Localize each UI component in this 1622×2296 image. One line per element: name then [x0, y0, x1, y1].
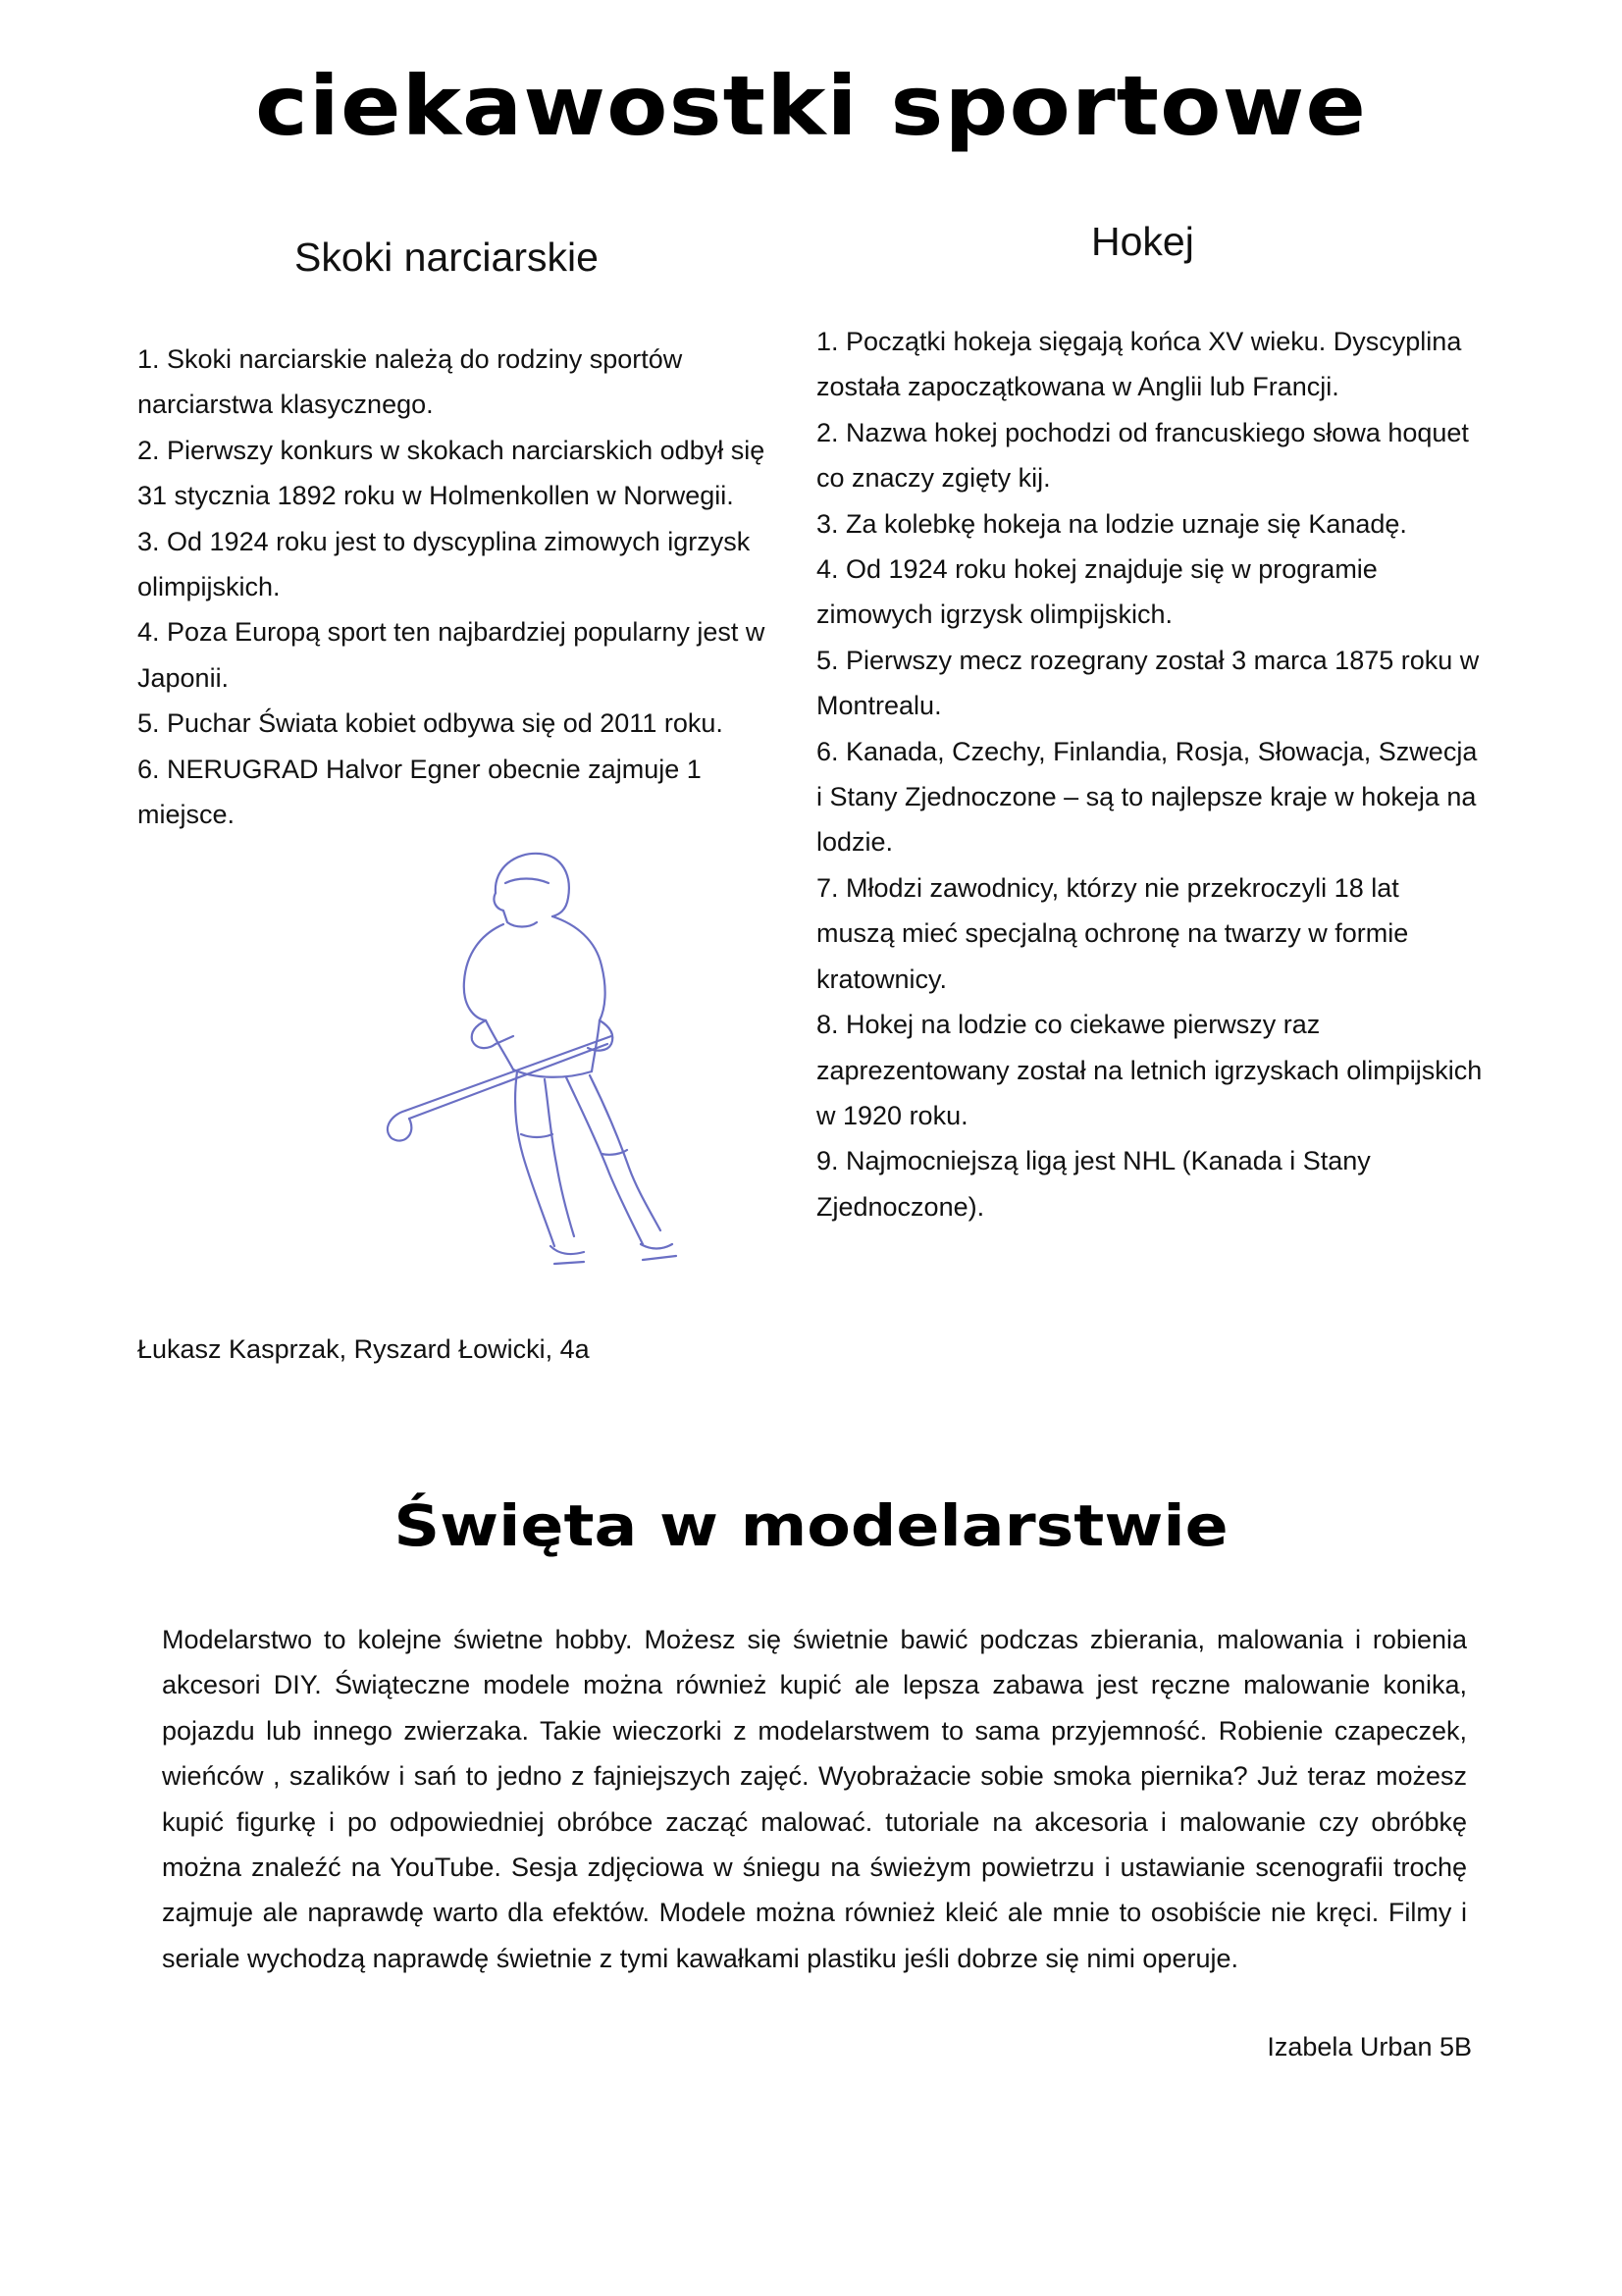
list-item: 3. Za kolebkę hokeja na lodzie uznaje się Kanadę. [816, 508, 1407, 539]
list-item: 3. Od 1924 roku jest to dyscyplina zimowych igrzysk olimpijskich. [137, 526, 751, 602]
article-body: Modelarstwo to kolejne świetne hobby. Możesz się świetnie bawić podczas zbierania, malowania i robienia akcesori DIY. Świąteczne modele można również kupić ale lepsza zabawa jest ręczne malowanie konika, pojazdu lub innego zwierzaka. Takie wieczorki z modelarstwem to sama przyjemność. Robienie czapeczek, wieńców , szalików i sań to jedno z fajniejszych zajęć. Wyobrażacie sobie smoka piernika? Już teraz możesz kupić figurkę i po odpowiedniej obróbce zacząć malować. tutoriale na akcesoria i malowanie czy obróbkę można znaleźć na YouTube. Sesja zdjęciowa w śniegu na świeżym powietrzu i ustawianie scenografii trochę zajmuje ale naprawdę warto dla efektów. Modele można również kleić ale mnie to osobiście nie kręci. Filmy i seriale wychodzą naprawdę świetnie z tymi kawałkami plastiku jeśli dobrze się nimi operuje. [162, 1625, 1467, 1973]
list-item: 5. Pierwszy mecz rozegrany został 3 marca 1875 roku w Montrealu. [816, 645, 1480, 721]
ski-jumping-heading: Skoki narciarskie [294, 235, 599, 280]
hockey-heading: Hokej [1091, 219, 1194, 264]
list-item: 1. Skoki narciarskie należą do rodziny sportów narciarstwa klasycznego. [137, 344, 683, 420]
ski-jumping-list [137, 337, 765, 837]
list-item: 6. Kanada, Czechy, Finlandia, Rosja, Słowacja, Szwecja i Stany Zjednoczone – są to najlepsze kraje w hokeja na lodzie. [816, 736, 1478, 858]
list-item: 7. Młodzi zawodnicy, którzy nie przekroczyli 18 lat muszą mieć specjalną ochronę na twarzy w formie kratownicy. [816, 872, 1409, 994]
sports-authors: Łukasz Kasprzak, Ryszard Łowicki, 4a [137, 1334, 590, 1364]
list-item: 9. Najmocniejszą ligą jest NHL (Kanada i Stany Zjednoczone). [816, 1146, 1371, 1222]
list-item: 4. Od 1924 roku hokej znajduje się w programie zimowych igrzysk olimpijskich. [816, 554, 1378, 630]
hockey-list [816, 319, 1484, 1229]
list-item: 6. NERUGRAD Halvor Egner obecnie zajmuje 1 miejsce. [137, 754, 702, 830]
article-author: Izabela Urban 5B [1267, 2032, 1472, 2061]
list-item: 5. Puchar Świata kobiet odbywa się od 2011 roku. [137, 708, 723, 739]
list-item: 4. Poza Europą sport ten najbardziej popularny jest w Japonii. [137, 617, 765, 693]
article-title: Święta w modelarstwie [393, 1492, 1229, 1559]
hockey-player-sketch-icon [348, 844, 741, 1276]
page-title: ciekawostki sportowe [254, 58, 1368, 154]
list-item: 8. Hokej na lodzie co ciekawe pierwszy raz zaprezentowany został na letnich igrzyskach olimpijskich w 1920 roku. [816, 1010, 1483, 1130]
list-item: 1. Początki hokeja sięgają końca XV wieku. Dyscyplina została zapoczątkowana w Anglii lub Francji. [816, 327, 1462, 402]
list-item: 2. Pierwszy konkurs w skokach narciarskich odbył się 31 stycznia 1892 roku w Holmenkollen w Norwegii. [137, 435, 765, 511]
list-item: 2. Nazwa hokej pochodzi od francuskiego słowa hoquet co znaczy zgięty kij. [816, 417, 1469, 494]
